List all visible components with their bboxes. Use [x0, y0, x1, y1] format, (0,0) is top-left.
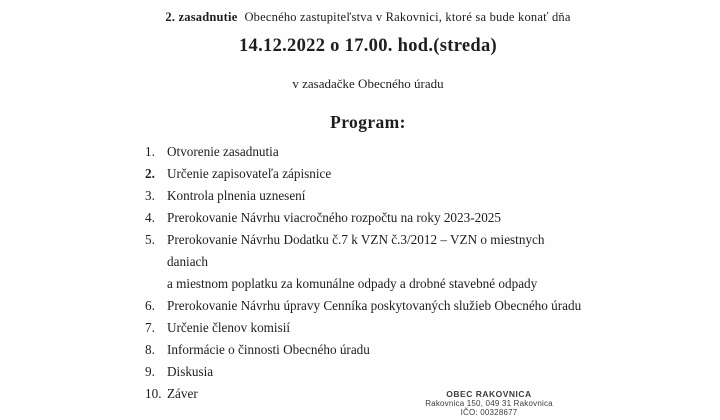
- agenda-item-text: [167, 229, 585, 295]
- meeting-datetime: 14.12.2022 o 17.00. hod.(streda): [239, 36, 497, 56]
- agenda-item-5: [145, 229, 585, 295]
- municipality-stamp: [405, 390, 573, 420]
- agenda-item-line-1: Prerokovanie Návrhu Dodatku č.7 k VZN č.3/2012 – VZN o miestnych daniach: [167, 232, 545, 269]
- agenda-item-line-2: a miestnom poplatku za komunálne odpady a drobné stavebné odpady: [167, 276, 538, 291]
- meeting-venue: v zasadačke Obecného úradu: [292, 76, 444, 91]
- agenda-item-number: 6.: [145, 298, 155, 313]
- meeting-number: 2. zasadnutie: [165, 10, 238, 24]
- agenda-item-number: 4.: [145, 210, 155, 225]
- agenda-item-3: [145, 185, 585, 207]
- agenda-item-text: Prerokovanie Návrhu úpravy Cenníka poskytovaných služieb Obecného úradu: [167, 298, 582, 313]
- agenda-item-number: 3.: [145, 188, 155, 203]
- agenda-item-text: Záver: [167, 386, 198, 401]
- agenda-item-4: [145, 207, 585, 229]
- agenda-item-2: [145, 163, 585, 185]
- agenda-item-number: 1.: [145, 144, 155, 159]
- agenda-item-7: [145, 317, 585, 339]
- program-heading: Program:: [330, 112, 406, 132]
- stamp-address: Rakovnica 150, 049 31 Rakovnica: [425, 399, 553, 408]
- stamp-id-number-clipped: IČO: 00328677: [460, 408, 518, 417]
- agenda-item-9: [145, 361, 585, 383]
- agenda-item-1: [145, 141, 585, 163]
- agenda-item-8: [145, 339, 585, 361]
- meeting-header-text: Obecného zastupiteľstva v Rakovnici, ktoré sa bude konať dňa: [244, 10, 571, 24]
- agenda-list: [145, 141, 585, 405]
- agenda-item-text: Kontrola plnenia uznesení: [167, 188, 306, 203]
- agenda-item-text: Určenie členov komisií: [167, 320, 291, 335]
- agenda-item-number: 8.: [145, 342, 155, 357]
- agenda-item-number: 5.: [145, 232, 155, 247]
- agenda-item-text: Diskusia: [167, 364, 214, 379]
- agenda-item-number: 9.: [145, 364, 155, 379]
- agenda-item-text: Otvorenie zasadnutia: [167, 144, 279, 159]
- agenda-item-number: 10.: [145, 386, 162, 401]
- stamp-municipality-name: OBEC RAKOVNICA: [446, 390, 532, 399]
- agenda-item-text: Informácie o činnosti Obecného úradu: [167, 342, 370, 357]
- agenda-item-text: Určenie zapisovateľa zápisnice: [167, 166, 332, 181]
- meeting-header-line: [16, 10, 720, 25]
- agenda-item-6: [145, 295, 585, 317]
- agenda-item-number: 2.: [145, 166, 155, 181]
- agenda-item-text: Prerokovanie Návrhu viacročného rozpočtu na roky 2023-2025: [167, 210, 501, 225]
- agenda-item-number: 7.: [145, 320, 155, 335]
